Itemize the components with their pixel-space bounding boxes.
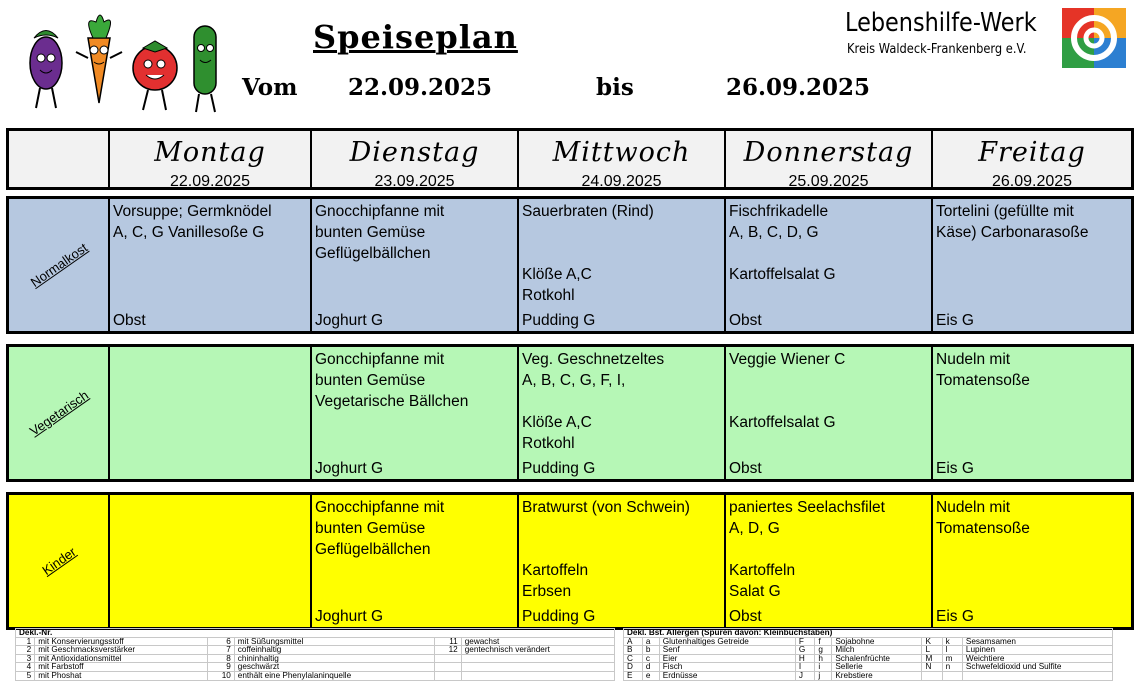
category-row bbox=[6, 492, 1134, 630]
legend-cell: 5 bbox=[16, 671, 35, 680]
menu-item-line: bunten Gemüse bbox=[315, 520, 426, 537]
menu-item-line: Tortelini (gefüllte mit bbox=[936, 203, 1074, 220]
legend-cell: 3 bbox=[16, 654, 35, 663]
menu-item-line: Obst bbox=[729, 608, 762, 625]
menu-item-line: A, B, C, G, F, I, bbox=[522, 372, 626, 389]
legend-cell bbox=[461, 671, 614, 680]
category-label: Kinder bbox=[38, 544, 79, 578]
legend-cell: B bbox=[624, 646, 643, 655]
legend-cell: gentechnisch verändert bbox=[461, 646, 614, 655]
legend-cell: Fisch bbox=[659, 663, 795, 672]
menu-item-line: bunten Gemüse bbox=[315, 224, 426, 241]
category-label-cell bbox=[9, 495, 108, 627]
day-header bbox=[724, 131, 931, 190]
legend-cell: H bbox=[795, 654, 815, 663]
menu-item-line: Rotkohl bbox=[522, 435, 575, 452]
menu-item-line: A, D, G bbox=[729, 520, 780, 537]
legend-cell: Schalenfrüchte bbox=[832, 654, 922, 663]
menu-cell bbox=[724, 495, 931, 627]
legend-cell: mit Konservierungsstoff bbox=[35, 637, 208, 646]
legend-cell: K bbox=[922, 637, 942, 646]
menu-cell bbox=[724, 199, 931, 331]
menu-item-line: Obst bbox=[729, 460, 762, 477]
legend-cell: enthält eine Phenylalaninquelle bbox=[234, 671, 434, 680]
day-date: 22.09.2025 bbox=[169, 173, 251, 190]
legend-cell bbox=[922, 671, 942, 680]
day-header-row bbox=[6, 128, 1134, 190]
menu-item-line: Joghurt G bbox=[315, 312, 384, 329]
menu-item-line: Fischfrikadelle bbox=[729, 203, 829, 220]
menu-item-line: Eis G bbox=[936, 312, 974, 329]
menu-item-line: Vegetarische Bällchen bbox=[315, 393, 469, 410]
day-date: 23.09.2025 bbox=[374, 173, 455, 190]
menu-item-line: Nudeln mit bbox=[936, 499, 1011, 516]
legend-cell: 1 bbox=[16, 637, 35, 646]
legend-cell bbox=[962, 671, 1112, 680]
menu-cell bbox=[517, 199, 724, 331]
menu-item-line: Bratwurst (von Schwein) bbox=[522, 499, 690, 516]
menu-item-line: Erbsen bbox=[522, 583, 572, 600]
legend-cell bbox=[434, 671, 461, 680]
vegetables-illustration bbox=[18, 8, 233, 118]
menu-item-line: Gnocchipfanne mit bbox=[315, 499, 445, 516]
legend-cell: e bbox=[642, 671, 659, 680]
legend-cell: G bbox=[795, 646, 815, 655]
legend-cell bbox=[942, 671, 962, 680]
legend-cell: c bbox=[642, 654, 659, 663]
legend-cell bbox=[461, 663, 614, 672]
legend-cell: b bbox=[642, 646, 659, 655]
menu-item-line: Tomatensoße bbox=[936, 372, 1030, 389]
day-name: Dienstag bbox=[349, 137, 480, 168]
menu-item-line: Joghurt G bbox=[315, 460, 384, 477]
to-label: bis bbox=[596, 74, 634, 101]
legend-cell: d bbox=[642, 663, 659, 672]
legend-cell: Lupinen bbox=[962, 646, 1112, 655]
allergens-table bbox=[623, 628, 1113, 681]
category-row bbox=[6, 196, 1134, 334]
legend-cell: Milch bbox=[832, 646, 922, 655]
legend-cell: mit Phoshat bbox=[35, 671, 208, 680]
day-name: Freitag bbox=[978, 137, 1086, 168]
legend-cell: j bbox=[815, 671, 832, 680]
legend-cell: L bbox=[922, 646, 942, 655]
menu-cell bbox=[310, 495, 517, 627]
menu-item-line: Käse) Carbonarasoße bbox=[936, 224, 1089, 241]
legend-cell: M bbox=[922, 654, 942, 663]
legend-cell: chininhaltig bbox=[234, 654, 434, 663]
legend-cell: g bbox=[815, 646, 832, 655]
menu-item-line: Sauerbraten (Rind) bbox=[522, 203, 654, 220]
legend-cell: mit Süßungsmittel bbox=[234, 637, 434, 646]
menu-item-line: Geflügelbällchen bbox=[315, 541, 431, 558]
legend-cell: Sesamsamen bbox=[962, 637, 1112, 646]
legend-cell: mit Farbstoff bbox=[35, 663, 208, 672]
legend-cell: Senf bbox=[659, 646, 795, 655]
menu-item-line: Pudding G bbox=[522, 608, 596, 625]
menu-item-line: Joghurt G bbox=[315, 608, 384, 625]
legend-cell: i bbox=[815, 663, 832, 672]
category-label-cell bbox=[9, 199, 108, 331]
menu-cell bbox=[724, 347, 931, 479]
menu-cell bbox=[108, 347, 310, 479]
legend-cell: 12 bbox=[434, 646, 461, 655]
legend-cell: a bbox=[642, 637, 659, 646]
menu-cell bbox=[517, 347, 724, 479]
legend-cell: F bbox=[795, 637, 815, 646]
menu-cell bbox=[931, 347, 1131, 479]
legend-cell: geschwärzt bbox=[234, 663, 434, 672]
legend-cell: mit Antioxidationsmittel bbox=[35, 654, 208, 663]
legend-cell: Glutenhaltiges Getreide bbox=[659, 637, 795, 646]
legend-cell: 4 bbox=[16, 663, 35, 672]
menu-item-line: Kartoffelsalat G bbox=[729, 266, 836, 283]
day-name: Montag bbox=[154, 137, 266, 168]
day-header bbox=[931, 131, 1131, 190]
menu-item-line: Salat G bbox=[729, 583, 781, 600]
legend-cell: 2 bbox=[16, 646, 35, 655]
menu-item-line: Kartoffelsalat G bbox=[729, 414, 836, 431]
menu-item-line: A, B, C, D, G bbox=[729, 224, 819, 241]
additives-table bbox=[15, 628, 615, 681]
legend-header: Dekl. Bst. Allergen (Spuren davon: Kleinbuchstaben) bbox=[624, 629, 1113, 638]
legend-cell: m bbox=[942, 654, 962, 663]
from-date: 22.09.2025 bbox=[348, 74, 493, 101]
legend-cell: 6 bbox=[208, 637, 235, 646]
menu-item-line: A, C, G Vanillesoße G bbox=[113, 224, 265, 241]
menu-item-line: Tomatensoße bbox=[936, 520, 1030, 537]
legend-cell bbox=[434, 663, 461, 672]
legend-cell: h bbox=[815, 654, 832, 663]
menu-item-line: Eis G bbox=[936, 460, 974, 477]
page-title: Speiseplan bbox=[313, 18, 518, 56]
menu-cell bbox=[931, 199, 1131, 331]
header-corner bbox=[9, 131, 108, 187]
legend-cell: A bbox=[624, 637, 643, 646]
allergen-legend bbox=[15, 628, 1113, 682]
legend-cell: l bbox=[942, 646, 962, 655]
legend-cell: J bbox=[795, 671, 815, 680]
menu-item-line: Veggie Wiener C bbox=[729, 351, 846, 368]
legend-cell: 10 bbox=[208, 671, 235, 680]
day-date: 25.09.2025 bbox=[788, 173, 869, 190]
menu-item-line: Geflügelbällchen bbox=[315, 245, 431, 262]
menu-item-line: Kartoffeln bbox=[729, 562, 796, 579]
day-date: 24.09.2025 bbox=[581, 173, 662, 190]
menu-cell bbox=[310, 347, 517, 479]
day-header bbox=[108, 131, 310, 190]
logo-title: Lebenshilfe-Werk bbox=[845, 8, 1037, 38]
category-row bbox=[6, 344, 1134, 482]
legend-cell: Sellerie bbox=[832, 663, 922, 672]
menu-item-line: Kartoffeln bbox=[522, 562, 589, 579]
legend-cell: Sojabohne bbox=[832, 637, 922, 646]
legend-cell: Krebstiere bbox=[832, 671, 922, 680]
day-name: Donnerstag bbox=[743, 137, 914, 168]
legend-cell: f bbox=[815, 637, 832, 646]
menu-cell bbox=[931, 495, 1131, 627]
legend-cell: gewachst bbox=[461, 637, 614, 646]
menu-item-line: Obst bbox=[113, 312, 146, 329]
menu-cell bbox=[517, 495, 724, 627]
legend-cell: N bbox=[922, 663, 942, 672]
legend-header: Dekl.-Nr. bbox=[16, 629, 615, 638]
menu-cell bbox=[310, 199, 517, 331]
category-label: Normalkost bbox=[27, 240, 90, 290]
menu-item-line: Rotkohl bbox=[522, 287, 575, 304]
logo-subtitle: Kreis Waldeck-Frankenberg e.V. bbox=[847, 42, 1027, 57]
legend-cell: coffeinhaltig bbox=[234, 646, 434, 655]
to-date: 26.09.2025 bbox=[726, 74, 871, 101]
legend-cell: 11 bbox=[434, 637, 461, 646]
menu-cell bbox=[108, 495, 310, 627]
menu-item-line: paniertes Seelachsfilet bbox=[729, 499, 885, 516]
menu-item-line: Klöße A,C bbox=[522, 266, 592, 283]
legend-cell: 8 bbox=[208, 654, 235, 663]
menu-cell bbox=[108, 199, 310, 331]
menu-item-line: Veg. Geschnetzeltes bbox=[522, 351, 665, 368]
menu-item-line: Pudding G bbox=[522, 460, 596, 477]
legend-cell: E bbox=[624, 671, 643, 680]
day-date: 26.09.2025 bbox=[991, 173, 1073, 190]
menu-item-line: Vorsuppe; Germknödel bbox=[113, 203, 272, 220]
organization-logo-icon bbox=[1062, 8, 1126, 68]
legend-cell: 9 bbox=[208, 663, 235, 672]
legend-cell: 7 bbox=[208, 646, 235, 655]
legend-cell: C bbox=[624, 654, 643, 663]
menu-item-line: Nudeln mit bbox=[936, 351, 1011, 368]
legend-cell: Schwefeldioxid und Sulfite bbox=[962, 663, 1112, 672]
legend-cell: Eier bbox=[659, 654, 795, 663]
legend-cell: Weichtiere bbox=[962, 654, 1112, 663]
menu-item-line: Obst bbox=[729, 312, 762, 329]
legend-cell bbox=[461, 654, 614, 663]
day-header bbox=[517, 131, 724, 190]
legend-cell: D bbox=[624, 663, 643, 672]
day-name: Mittwoch bbox=[552, 137, 691, 168]
legend-cell: k bbox=[942, 637, 962, 646]
menu-item-line: bunten Gemüse bbox=[315, 372, 426, 389]
legend-cell: mit Geschmacksverstärker bbox=[35, 646, 208, 655]
menu-item-line: Eis G bbox=[936, 608, 974, 625]
category-label-cell bbox=[9, 347, 108, 479]
legend-cell: n bbox=[942, 663, 962, 672]
menu-item-line: Goncchipfanne mit bbox=[315, 351, 445, 368]
from-label: Vom bbox=[242, 74, 298, 101]
day-header bbox=[310, 131, 517, 190]
category-label: Vegetarisch bbox=[26, 387, 91, 439]
menu-item-line: Pudding G bbox=[522, 312, 596, 329]
legend-cell: I bbox=[795, 663, 815, 672]
menu-item-line: Klöße A,C bbox=[522, 414, 592, 431]
legend-cell bbox=[434, 654, 461, 663]
legend-cell: Erdnüsse bbox=[659, 671, 795, 680]
menu-item-line: Gnocchipfanne mit bbox=[315, 203, 445, 220]
